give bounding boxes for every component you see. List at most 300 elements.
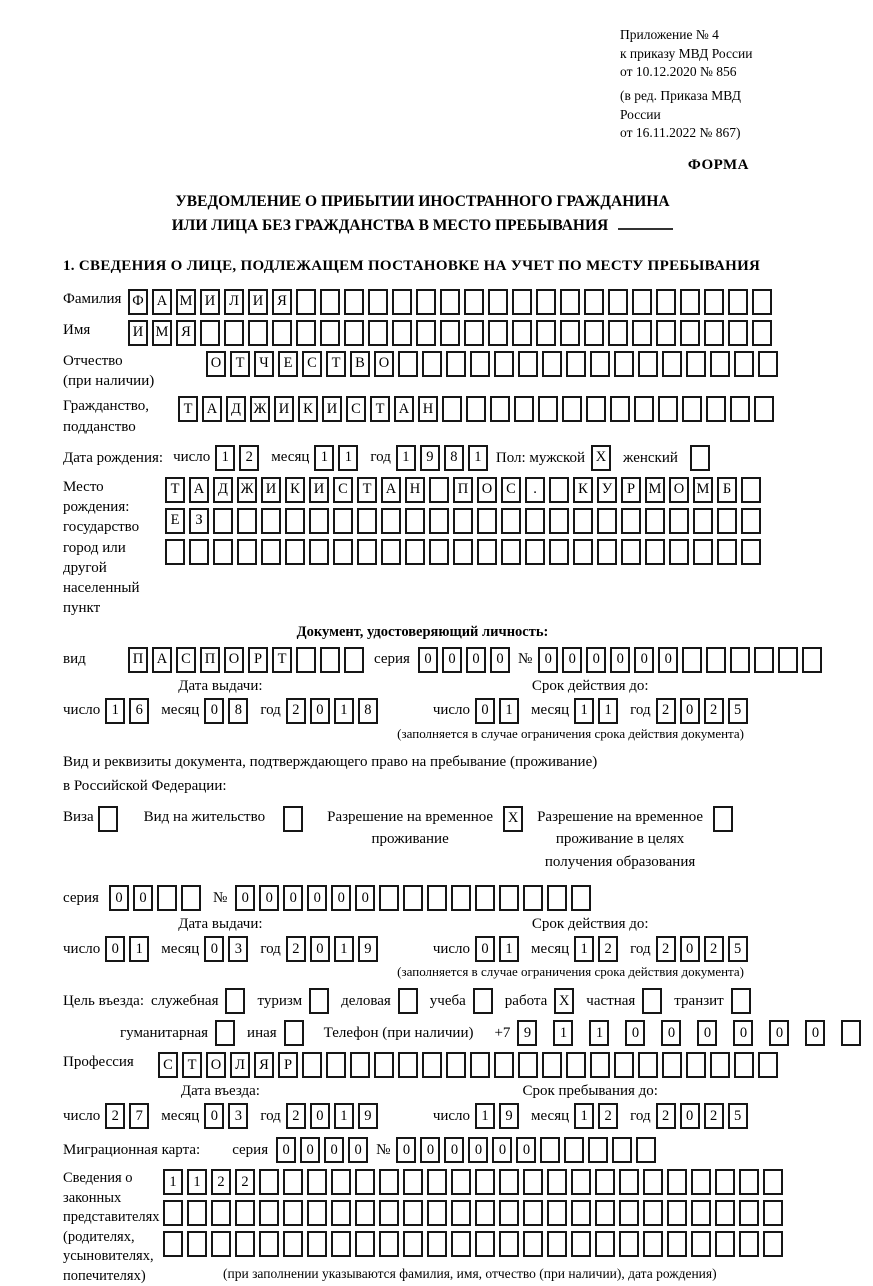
given-name-cell[interactable] xyxy=(464,320,484,346)
representative-cell[interactable] xyxy=(499,1200,519,1226)
date-year-cell[interactable]: 2 xyxy=(286,1103,306,1129)
given-name-cell[interactable] xyxy=(512,320,532,346)
birth-place-cell[interactable]: Р xyxy=(621,477,641,503)
profession-cell[interactable] xyxy=(734,1052,754,1078)
birth-place-cell[interactable]: П xyxy=(453,477,473,503)
representative-cell[interactable]: 1 xyxy=(163,1169,183,1195)
representative-cell[interactable] xyxy=(715,1231,735,1257)
permit-number-cell[interactable]: 0 xyxy=(283,885,303,911)
representative-cell[interactable] xyxy=(715,1200,735,1226)
citizenship-cell[interactable] xyxy=(658,396,678,422)
permit-number-cell[interactable] xyxy=(571,885,591,911)
birth-place-cell[interactable] xyxy=(741,477,761,503)
representative-cell[interactable] xyxy=(283,1169,303,1195)
given-name-cell[interactable] xyxy=(584,320,604,346)
citizenship-cell[interactable] xyxy=(538,396,558,422)
surname-cell[interactable]: А xyxy=(152,289,172,315)
representative-cell[interactable] xyxy=(619,1169,639,1195)
representative-cell[interactable] xyxy=(403,1231,423,1257)
citizenship-cell[interactable]: С xyxy=(346,396,366,422)
representative-cell[interactable] xyxy=(619,1231,639,1257)
patronymic-cell[interactable] xyxy=(734,351,754,377)
surname-cell[interactable] xyxy=(296,289,316,315)
citizenship-cell[interactable] xyxy=(466,396,486,422)
date-day-cell[interactable]: 9 xyxy=(499,1103,519,1129)
birth-place-cell[interactable] xyxy=(549,508,569,534)
surname-cell[interactable] xyxy=(560,289,580,315)
patronymic-cell[interactable] xyxy=(446,351,466,377)
surname-cell[interactable] xyxy=(656,289,676,315)
citizenship-cell[interactable] xyxy=(490,396,510,422)
citizenship-cell[interactable] xyxy=(682,396,702,422)
date-day-cell[interactable]: 0 xyxy=(105,936,125,962)
representative-cell[interactable] xyxy=(427,1200,447,1226)
representative-cell[interactable] xyxy=(331,1169,351,1195)
patronymic-cell[interactable]: О xyxy=(374,351,394,377)
given-name-cell[interactable]: М xyxy=(152,320,172,346)
date-day-cell[interactable]: 1 xyxy=(129,936,149,962)
surname-cell[interactable] xyxy=(704,289,724,315)
representative-cell[interactable] xyxy=(355,1169,375,1195)
permit-number-cell[interactable] xyxy=(427,885,447,911)
representative-cell[interactable] xyxy=(475,1200,495,1226)
given-name-cell[interactable]: И xyxy=(128,320,148,346)
patronymic-cell[interactable]: О xyxy=(206,351,226,377)
doc-series-cell[interactable]: 0 xyxy=(490,647,510,673)
date-day-cell[interactable]: 0 xyxy=(475,698,495,724)
profession-cell[interactable] xyxy=(590,1052,610,1078)
representative-cell[interactable] xyxy=(523,1169,543,1195)
date-year-cell[interactable]: 2 xyxy=(656,936,676,962)
representative-cell[interactable] xyxy=(715,1169,735,1195)
given-name-cell[interactable] xyxy=(440,320,460,346)
date-year-cell[interactable]: 1 xyxy=(468,445,488,471)
birth-place-cell[interactable] xyxy=(741,508,761,534)
date-month-cell[interactable]: 2 xyxy=(598,1103,618,1129)
doc-number-cell[interactable] xyxy=(706,647,726,673)
representative-cell[interactable] xyxy=(499,1169,519,1195)
purpose-other-checkbox[interactable] xyxy=(284,1020,304,1046)
given-name-cell[interactable] xyxy=(248,320,268,346)
profession-cell[interactable] xyxy=(374,1052,394,1078)
surname-cell[interactable]: Л xyxy=(224,289,244,315)
given-name-cell[interactable] xyxy=(560,320,580,346)
representative-cell[interactable] xyxy=(691,1231,711,1257)
date-year-cell[interactable]: 2 xyxy=(286,698,306,724)
representative-cell[interactable] xyxy=(163,1231,183,1257)
representative-cell[interactable] xyxy=(571,1231,591,1257)
purpose-study-checkbox[interactable] xyxy=(473,988,493,1014)
representative-cell[interactable] xyxy=(547,1231,567,1257)
residence-permit-checkbox[interactable] xyxy=(283,806,303,832)
representative-cell[interactable] xyxy=(691,1169,711,1195)
migration-series-cell[interactable]: 0 xyxy=(348,1137,368,1163)
purpose-tourism-checkbox[interactable] xyxy=(309,988,329,1014)
birth-place-cell[interactable] xyxy=(213,539,233,565)
surname-cell[interactable] xyxy=(728,289,748,315)
date-month-cell[interactable]: 8 xyxy=(228,698,248,724)
doc-number-cell[interactable] xyxy=(682,647,702,673)
representative-cell[interactable] xyxy=(259,1169,279,1195)
birth-place-cell[interactable] xyxy=(213,508,233,534)
birth-place-cell[interactable] xyxy=(573,539,593,565)
representative-cell[interactable] xyxy=(307,1169,327,1195)
representative-cell[interactable] xyxy=(691,1200,711,1226)
surname-cell[interactable] xyxy=(752,289,772,315)
surname-cell[interactable] xyxy=(512,289,532,315)
phone-cell[interactable]: 0 xyxy=(661,1020,681,1046)
birth-place-cell[interactable]: М xyxy=(693,477,713,503)
doc-number-cell[interactable]: 0 xyxy=(634,647,654,673)
purpose-official-checkbox[interactable] xyxy=(225,988,245,1014)
given-name-cell[interactable] xyxy=(656,320,676,346)
date-year-cell[interactable]: 2 xyxy=(656,698,676,724)
surname-cell[interactable]: И xyxy=(248,289,268,315)
birth-place-cell[interactable] xyxy=(381,508,401,534)
birth-place-cell[interactable]: Ж xyxy=(237,477,257,503)
permit-number-cell[interactable] xyxy=(451,885,471,911)
patronymic-cell[interactable] xyxy=(710,351,730,377)
citizenship-cell[interactable] xyxy=(562,396,582,422)
patronymic-cell[interactable]: Ч xyxy=(254,351,274,377)
birth-place-cell[interactable]: С xyxy=(501,477,521,503)
patronymic-cell[interactable]: В xyxy=(350,351,370,377)
surname-cell[interactable] xyxy=(584,289,604,315)
permit-series-cell[interactable] xyxy=(157,885,177,911)
date-year-cell[interactable]: 2 xyxy=(704,1103,724,1129)
permit-number-cell[interactable] xyxy=(475,885,495,911)
given-name-cell[interactable] xyxy=(392,320,412,346)
birth-place-cell[interactable]: А xyxy=(381,477,401,503)
doc-type-cell[interactable]: П xyxy=(200,647,220,673)
profession-cell[interactable] xyxy=(758,1052,778,1078)
surname-cell[interactable]: Ф xyxy=(128,289,148,315)
given-name-cell[interactable] xyxy=(200,320,220,346)
migration-number-cell[interactable]: 0 xyxy=(396,1137,416,1163)
birth-place-cell[interactable] xyxy=(717,508,737,534)
birth-place-cell[interactable] xyxy=(405,508,425,534)
patronymic-cell[interactable] xyxy=(398,351,418,377)
surname-cell[interactable] xyxy=(536,289,556,315)
given-name-cell[interactable] xyxy=(368,320,388,346)
birth-place-cell[interactable]: И xyxy=(309,477,329,503)
surname-cell[interactable] xyxy=(368,289,388,315)
date-month-cell[interactable]: 1 xyxy=(314,445,334,471)
date-year-cell[interactable]: 2 xyxy=(286,936,306,962)
citizenship-cell[interactable]: К xyxy=(298,396,318,422)
representative-cell[interactable] xyxy=(235,1200,255,1226)
birth-place-cell[interactable]: М xyxy=(645,477,665,503)
phone-cell[interactable]: 1 xyxy=(553,1020,573,1046)
date-month-cell[interactable]: 3 xyxy=(228,1103,248,1129)
representative-cell[interactable] xyxy=(331,1200,351,1226)
birth-place-cell[interactable]: Д xyxy=(213,477,233,503)
sex-male-checkbox[interactable]: X xyxy=(591,445,611,471)
representative-cell[interactable] xyxy=(595,1169,615,1195)
birth-place-cell[interactable] xyxy=(285,508,305,534)
representative-cell[interactable] xyxy=(643,1200,663,1226)
patronymic-cell[interactable] xyxy=(494,351,514,377)
date-month-cell[interactable]: 0 xyxy=(204,936,224,962)
birth-place-cell[interactable] xyxy=(693,539,713,565)
given-name-cell[interactable] xyxy=(704,320,724,346)
birth-place-cell[interactable] xyxy=(429,508,449,534)
profession-cell[interactable] xyxy=(638,1052,658,1078)
given-name-cell[interactable] xyxy=(680,320,700,346)
birth-place-cell[interactable] xyxy=(669,508,689,534)
date-year-cell[interactable]: 2 xyxy=(704,698,724,724)
birth-place-cell[interactable]: О xyxy=(669,477,689,503)
given-name-cell[interactable] xyxy=(272,320,292,346)
birth-place-cell[interactable] xyxy=(597,508,617,534)
representative-cell[interactable] xyxy=(643,1231,663,1257)
surname-cell[interactable] xyxy=(464,289,484,315)
representative-cell[interactable] xyxy=(259,1200,279,1226)
migration-number-cell[interactable]: 0 xyxy=(444,1137,464,1163)
date-year-cell[interactable]: 1 xyxy=(334,1103,354,1129)
phone-cell[interactable]: 0 xyxy=(697,1020,717,1046)
citizenship-cell[interactable]: А xyxy=(394,396,414,422)
date-month-cell[interactable]: 1 xyxy=(574,698,594,724)
patronymic-cell[interactable] xyxy=(614,351,634,377)
birth-place-cell[interactable]: К xyxy=(573,477,593,503)
profession-cell[interactable] xyxy=(518,1052,538,1078)
birth-place-cell[interactable] xyxy=(357,539,377,565)
date-day-cell[interactable]: 6 xyxy=(129,698,149,724)
given-name-cell[interactable] xyxy=(536,320,556,346)
birth-place-cell[interactable] xyxy=(357,508,377,534)
representative-cell[interactable] xyxy=(451,1200,471,1226)
patronymic-cell[interactable]: С xyxy=(302,351,322,377)
purpose-transit-checkbox[interactable] xyxy=(731,988,751,1014)
birth-place-cell[interactable]: К xyxy=(285,477,305,503)
birth-place-cell[interactable] xyxy=(261,539,281,565)
representative-cell[interactable] xyxy=(379,1200,399,1226)
doc-type-cell[interactable]: А xyxy=(152,647,172,673)
doc-number-cell[interactable]: 0 xyxy=(586,647,606,673)
representative-cell[interactable] xyxy=(259,1231,279,1257)
migration-number-cell[interactable]: 0 xyxy=(516,1137,536,1163)
permit-number-cell[interactable]: 0 xyxy=(235,885,255,911)
surname-cell[interactable] xyxy=(320,289,340,315)
temp-residence-checkbox[interactable]: X xyxy=(503,806,523,832)
profession-cell[interactable]: С xyxy=(158,1052,178,1078)
doc-type-cell[interactable]: О xyxy=(224,647,244,673)
doc-number-cell[interactable] xyxy=(778,647,798,673)
date-year-cell[interactable]: 2 xyxy=(704,936,724,962)
permit-series-cell[interactable]: 0 xyxy=(133,885,153,911)
citizenship-cell[interactable] xyxy=(730,396,750,422)
birth-place-cell[interactable]: У xyxy=(597,477,617,503)
representative-cell[interactable] xyxy=(475,1231,495,1257)
profession-cell[interactable]: О xyxy=(206,1052,226,1078)
patronymic-cell[interactable] xyxy=(470,351,490,377)
representative-cell[interactable] xyxy=(547,1169,567,1195)
representative-cell[interactable] xyxy=(211,1231,231,1257)
citizenship-cell[interactable] xyxy=(514,396,534,422)
representative-cell[interactable] xyxy=(403,1200,423,1226)
date-day-cell[interactable]: 2 xyxy=(239,445,259,471)
birth-place-cell[interactable] xyxy=(237,508,257,534)
representative-cell[interactable] xyxy=(403,1169,423,1195)
permit-number-cell[interactable]: 0 xyxy=(331,885,351,911)
representative-cell[interactable] xyxy=(355,1231,375,1257)
date-year-cell[interactable]: 1 xyxy=(334,936,354,962)
doc-number-cell[interactable] xyxy=(802,647,822,673)
date-year-cell[interactable]: 0 xyxy=(680,698,700,724)
date-month-cell[interactable]: 2 xyxy=(598,936,618,962)
permit-number-cell[interactable]: 0 xyxy=(307,885,327,911)
date-month-cell[interactable]: 0 xyxy=(204,698,224,724)
date-year-cell[interactable]: 0 xyxy=(680,1103,700,1129)
citizenship-cell[interactable] xyxy=(442,396,462,422)
birth-place-cell[interactable]: И xyxy=(261,477,281,503)
given-name-cell[interactable] xyxy=(416,320,436,346)
citizenship-cell[interactable]: Ж xyxy=(250,396,270,422)
surname-cell[interactable]: М xyxy=(176,289,196,315)
migration-number-cell[interactable]: 0 xyxy=(468,1137,488,1163)
profession-cell[interactable] xyxy=(614,1052,634,1078)
birth-place-cell[interactable] xyxy=(333,539,353,565)
birth-place-cell[interactable]: З xyxy=(189,508,209,534)
phone-cell[interactable]: 0 xyxy=(805,1020,825,1046)
given-name-cell[interactable] xyxy=(320,320,340,346)
surname-cell[interactable]: Я xyxy=(272,289,292,315)
representative-cell[interactable] xyxy=(523,1231,543,1257)
permit-series-cell[interactable]: 0 xyxy=(109,885,129,911)
birth-place-cell[interactable]: Т xyxy=(165,477,185,503)
date-year-cell[interactable]: 5 xyxy=(728,1103,748,1129)
date-month-cell[interactable]: 1 xyxy=(574,1103,594,1129)
representative-cell[interactable] xyxy=(763,1169,783,1195)
birth-place-cell[interactable] xyxy=(309,508,329,534)
birth-place-cell[interactable] xyxy=(645,539,665,565)
date-year-cell[interactable]: 9 xyxy=(358,1103,378,1129)
birth-place-cell[interactable] xyxy=(621,508,641,534)
temp-residence-edu-checkbox[interactable] xyxy=(713,806,733,832)
patronymic-cell[interactable] xyxy=(518,351,538,377)
doc-number-cell[interactable] xyxy=(754,647,774,673)
sex-female-checkbox[interactable] xyxy=(690,445,710,471)
birth-place-cell[interactable] xyxy=(429,477,449,503)
citizenship-cell[interactable]: Т xyxy=(178,396,198,422)
patronymic-cell[interactable] xyxy=(758,351,778,377)
doc-series-cell[interactable]: 0 xyxy=(418,647,438,673)
date-year-cell[interactable]: 0 xyxy=(310,1103,330,1129)
date-year-cell[interactable]: 8 xyxy=(444,445,464,471)
birth-place-cell[interactable] xyxy=(453,539,473,565)
profession-cell[interactable] xyxy=(326,1052,346,1078)
representative-cell[interactable] xyxy=(763,1231,783,1257)
representative-cell[interactable] xyxy=(547,1200,567,1226)
date-year-cell[interactable]: 2 xyxy=(656,1103,676,1129)
representative-cell[interactable] xyxy=(739,1200,759,1226)
doc-number-cell[interactable] xyxy=(730,647,750,673)
date-day-cell[interactable]: 2 xyxy=(105,1103,125,1129)
representative-cell[interactable] xyxy=(667,1231,687,1257)
representative-cell[interactable] xyxy=(427,1231,447,1257)
representative-cell[interactable] xyxy=(667,1169,687,1195)
given-name-cell[interactable] xyxy=(224,320,244,346)
date-year-cell[interactable]: 9 xyxy=(358,936,378,962)
migration-number-cell[interactable] xyxy=(564,1137,584,1163)
birth-place-cell[interactable] xyxy=(621,539,641,565)
representative-cell[interactable] xyxy=(739,1231,759,1257)
representative-cell[interactable] xyxy=(283,1231,303,1257)
given-name-cell[interactable] xyxy=(488,320,508,346)
birth-place-cell[interactable] xyxy=(453,508,473,534)
doc-type-cell[interactable] xyxy=(320,647,340,673)
birth-place-cell[interactable] xyxy=(645,508,665,534)
patronymic-cell[interactable] xyxy=(542,351,562,377)
birth-place-cell[interactable] xyxy=(597,539,617,565)
representative-cell[interactable] xyxy=(475,1169,495,1195)
date-month-cell[interactable]: 1 xyxy=(338,445,358,471)
profession-cell[interactable] xyxy=(494,1052,514,1078)
given-name-cell[interactable] xyxy=(608,320,628,346)
profession-cell[interactable] xyxy=(446,1052,466,1078)
date-day-cell[interactable]: 1 xyxy=(475,1103,495,1129)
representative-cell[interactable] xyxy=(499,1231,519,1257)
birth-place-cell[interactable] xyxy=(501,508,521,534)
representative-cell[interactable] xyxy=(451,1169,471,1195)
citizenship-cell[interactable] xyxy=(634,396,654,422)
representative-cell[interactable] xyxy=(331,1231,351,1257)
permit-number-cell[interactable]: 0 xyxy=(355,885,375,911)
date-day-cell[interactable]: 1 xyxy=(105,698,125,724)
representative-cell[interactable] xyxy=(427,1169,447,1195)
date-year-cell[interactable]: 0 xyxy=(680,936,700,962)
representative-cell[interactable] xyxy=(571,1200,591,1226)
birth-place-cell[interactable] xyxy=(309,539,329,565)
representative-cell[interactable] xyxy=(667,1200,687,1226)
migration-series-cell[interactable]: 0 xyxy=(276,1137,296,1163)
birth-place-cell[interactable]: Н xyxy=(405,477,425,503)
date-month-cell[interactable]: 3 xyxy=(228,936,248,962)
migration-number-cell[interactable]: 0 xyxy=(420,1137,440,1163)
representative-cell[interactable] xyxy=(619,1200,639,1226)
date-year-cell[interactable]: 0 xyxy=(310,936,330,962)
representative-cell[interactable] xyxy=(211,1200,231,1226)
phone-cell[interactable]: 0 xyxy=(733,1020,753,1046)
date-year-cell[interactable]: 5 xyxy=(728,936,748,962)
citizenship-cell[interactable]: А xyxy=(202,396,222,422)
patronymic-cell[interactable] xyxy=(590,351,610,377)
date-year-cell[interactable]: 0 xyxy=(310,698,330,724)
profession-cell[interactable] xyxy=(710,1052,730,1078)
surname-cell[interactable] xyxy=(488,289,508,315)
representative-cell[interactable] xyxy=(187,1200,207,1226)
given-name-cell[interactable] xyxy=(296,320,316,346)
surname-cell[interactable] xyxy=(344,289,364,315)
birth-place-cell[interactable]: . xyxy=(525,477,545,503)
permit-number-cell[interactable] xyxy=(403,885,423,911)
purpose-work-checkbox[interactable]: X xyxy=(554,988,574,1014)
permit-number-cell[interactable] xyxy=(547,885,567,911)
date-month-cell[interactable]: 1 xyxy=(598,698,618,724)
birth-place-cell[interactable] xyxy=(165,539,185,565)
patronymic-cell[interactable] xyxy=(566,351,586,377)
birth-place-cell[interactable] xyxy=(285,539,305,565)
representative-cell[interactable] xyxy=(187,1231,207,1257)
permit-number-cell[interactable]: 0 xyxy=(259,885,279,911)
phone-cell[interactable]: 0 xyxy=(625,1020,645,1046)
representative-cell[interactable] xyxy=(379,1169,399,1195)
birth-place-cell[interactable] xyxy=(477,539,497,565)
given-name-cell[interactable] xyxy=(752,320,772,346)
birth-place-cell[interactable]: Т xyxy=(357,477,377,503)
citizenship-cell[interactable] xyxy=(706,396,726,422)
